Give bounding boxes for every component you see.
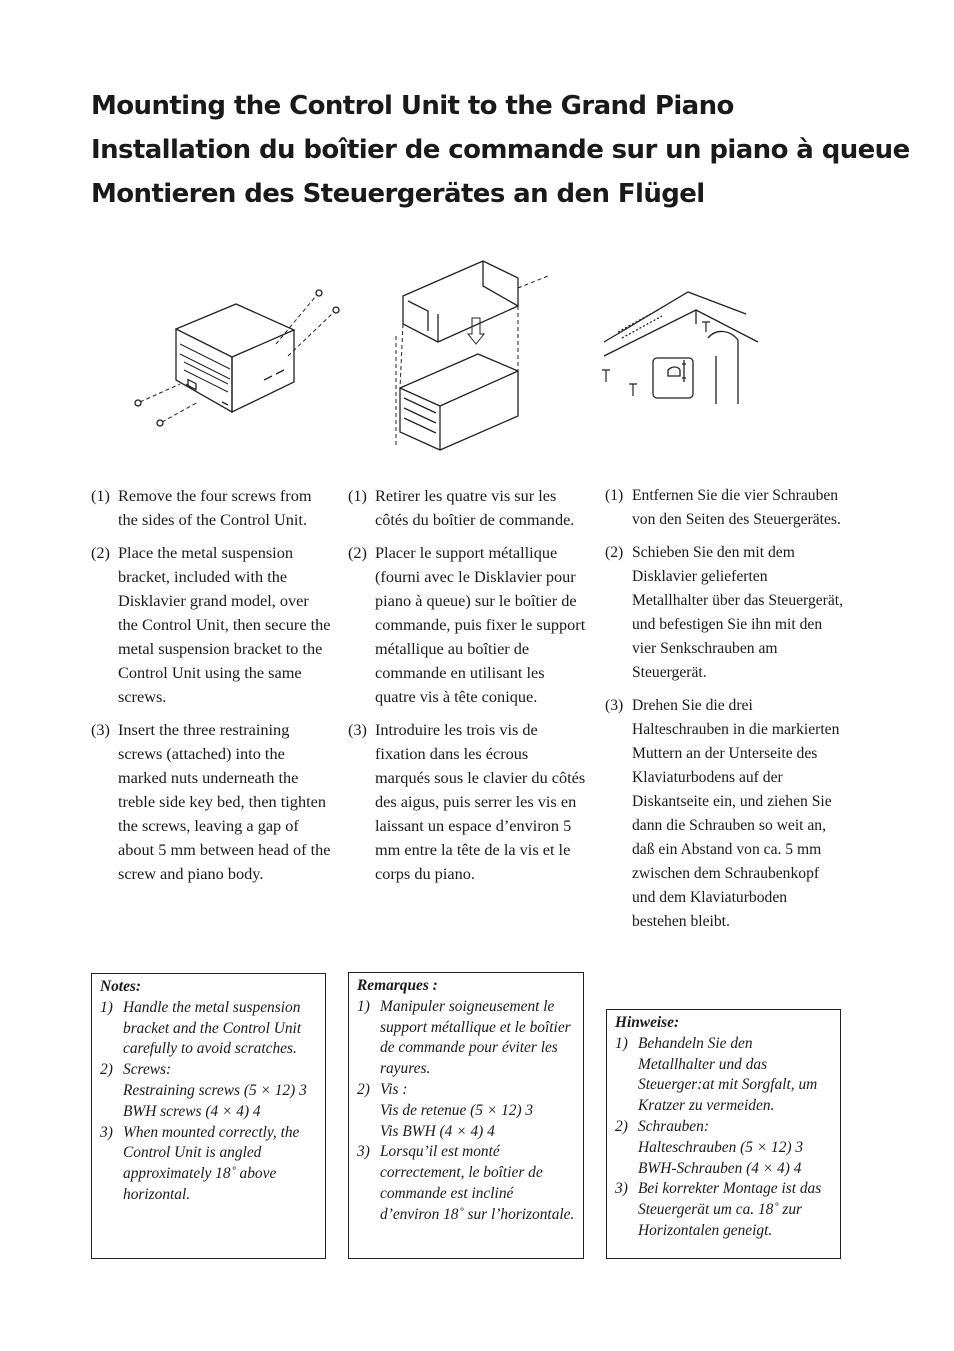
note-text: When mounted correctly, the Control Unit is angled approximately 18˚ above horizontal. bbox=[123, 1123, 300, 1203]
step-number: (1) bbox=[348, 486, 367, 505]
note-text: Lorsqu’il est monté correctement, le boîtier de commande est incliné d’environ 18˚ sur l’horizontale. bbox=[380, 1143, 575, 1223]
notes-heading: Hinweise: bbox=[615, 1014, 680, 1031]
column-english bbox=[91, 484, 331, 895]
note-number: 3) bbox=[357, 1143, 370, 1161]
step-number: (1) bbox=[91, 486, 110, 505]
note-text: Behandeln Sie den Metallhalter und das Steuerger:at mit Sorgfalt, um Kratzer zu vermeiden. bbox=[638, 1034, 818, 1115]
note-text: Bei korrekter Montage ist das Steuergerät um ca. 18˚ zur Horizontalen geneigt. bbox=[638, 1180, 822, 1239]
step-2 bbox=[348, 541, 586, 709]
notes-box-french bbox=[348, 972, 584, 1259]
note-number: 3) bbox=[615, 1180, 628, 1198]
step-number: (2) bbox=[91, 543, 110, 562]
note-item bbox=[100, 1123, 317, 1206]
note-item bbox=[615, 1034, 832, 1117]
step-number: (3) bbox=[348, 720, 367, 739]
note-text: Schrauben: bbox=[638, 1117, 709, 1135]
step-text: Remove the four screws from the sides of the Control Unit. bbox=[118, 486, 312, 529]
step-number: (3) bbox=[605, 697, 624, 714]
step-text: Schieben Sie den mit dem Disklavier gelieferten Metallhalter über das Steuergerät, und befestigen Sie ihn mit den vier Senkschrauben am Steuergerät. bbox=[632, 544, 844, 681]
unit-top-face bbox=[176, 304, 294, 357]
note-number: 1) bbox=[357, 997, 370, 1015]
screw-icon bbox=[702, 322, 710, 332]
step-number: (1) bbox=[605, 487, 624, 504]
unit-shape bbox=[400, 354, 518, 450]
note-item bbox=[615, 1179, 832, 1241]
note-text: Screws: bbox=[123, 1061, 172, 1079]
notes-heading: Notes: bbox=[100, 978, 142, 995]
title-german: Montieren des Steuergerätes an den Flügel bbox=[91, 179, 705, 209]
step-number: (3) bbox=[91, 720, 110, 739]
note-text: Manipuler soigneusement le support métallique et le boîtier de commande pour éviter les rayures. bbox=[380, 997, 571, 1078]
note-item bbox=[357, 1142, 575, 1225]
note-item bbox=[100, 1060, 317, 1122]
step-1 bbox=[605, 484, 845, 532]
notes-box-english bbox=[91, 973, 326, 1259]
step-3 bbox=[91, 718, 331, 886]
note-number: 2) bbox=[357, 1080, 370, 1098]
step-text: Place the metal suspension bracket, included with the Disklavier grand model, over the Control Unit, then secure the metal suspension bracket to the Control Unit using the same screws. bbox=[118, 543, 331, 706]
note-item bbox=[615, 1117, 832, 1179]
step-number: (2) bbox=[348, 543, 367, 562]
detail-callout-box bbox=[653, 358, 693, 398]
notes-heading: Remarques : bbox=[357, 977, 438, 994]
note-text: Halteschrauben (5 × 12) 3 bbox=[638, 1138, 804, 1156]
note-number: 1) bbox=[615, 1034, 628, 1052]
note-text: BWH-Schrauben (4 × 4) 4 bbox=[638, 1159, 802, 1177]
step-3 bbox=[605, 694, 845, 934]
step-number: (2) bbox=[605, 544, 624, 561]
title-french: Installation du boîtier de commande sur un piano à queue bbox=[91, 135, 910, 165]
step-2 bbox=[605, 541, 845, 685]
note-text: BWH screws (4 × 4) 4 bbox=[123, 1102, 261, 1120]
note-text: Handle the metal suspension bracket and the Control Unit carefully to avoid scratches. bbox=[123, 998, 302, 1058]
unit-side-face bbox=[232, 330, 294, 412]
column-french bbox=[348, 484, 586, 895]
piano-leg bbox=[708, 331, 738, 404]
figure-attach-bracket bbox=[388, 256, 553, 456]
note-item bbox=[357, 1080, 575, 1142]
figure-restraining-screws bbox=[598, 272, 768, 408]
notes-box-german bbox=[606, 1009, 841, 1259]
figure-remove-screws bbox=[126, 284, 346, 434]
step-text: Insert the three restraining screws (attached) into the marked nuts underneath the treble side key bed, then tighten the screws, leaving a gap of about 5 mm between head of the screw and piano body. bbox=[118, 720, 331, 883]
note-text: Vis de retenue (5 × 12) 3 bbox=[380, 1101, 534, 1119]
step-text: Retirer les quatre vis sur les côtés du boîtier de commande. bbox=[375, 486, 575, 529]
note-text: Restraining screws (5 × 12) 3 bbox=[123, 1081, 307, 1099]
step-text: Drehen Sie die drei Halteschrauben in die markierten Muttern an der Unterseite des Klaviaturbodens auf der Diskantseite ein, und ziehen Sie dann die Schrauben so weit an, daß ein Abstand von ca. 5 mm zwischen dem Schraubenkopf und dem Klaviaturboden bestehen bleibt. bbox=[632, 697, 840, 930]
screw-icon bbox=[629, 384, 637, 396]
note-number: 1) bbox=[100, 998, 113, 1016]
step-text: Entfernen Sie die vier Schrauben von den Seiten des Steuergerätes. bbox=[632, 487, 841, 528]
note-number: 2) bbox=[615, 1117, 628, 1135]
note-number: 3) bbox=[100, 1123, 113, 1141]
step-2 bbox=[91, 541, 331, 709]
title-english: Mounting the Control Unit to the Grand Piano bbox=[91, 91, 734, 121]
piano-key-bed-edge bbox=[604, 292, 746, 342]
note-number: 2) bbox=[100, 1061, 113, 1079]
bracket-shape bbox=[403, 261, 518, 342]
step-text: Introduire les trois vis de fixation dans les écrous marqués sous le clavier du côtés des aigus, puis serrer les vis en laissant un espace d’environ 5 mm entre la tête de la vis et le corps du piano. bbox=[375, 720, 586, 883]
note-text: Vis BWH (4 × 4) 4 bbox=[380, 1122, 495, 1140]
page-titles bbox=[91, 84, 911, 216]
note-item bbox=[100, 998, 317, 1060]
column-german bbox=[605, 484, 845, 943]
note-text: Vis : bbox=[380, 1080, 408, 1098]
step-text: Placer le support métallique (fourni avec le Disklavier pour piano à queue) sur le boîtier de commande, puis fixer le support métallique au boîtier de commande en utilisant les quatre vis à tête conique. bbox=[375, 543, 586, 706]
step-3 bbox=[348, 718, 586, 886]
screw-icon bbox=[602, 370, 610, 382]
step-1 bbox=[91, 484, 331, 532]
note-item bbox=[357, 997, 575, 1080]
step-1 bbox=[348, 484, 586, 532]
